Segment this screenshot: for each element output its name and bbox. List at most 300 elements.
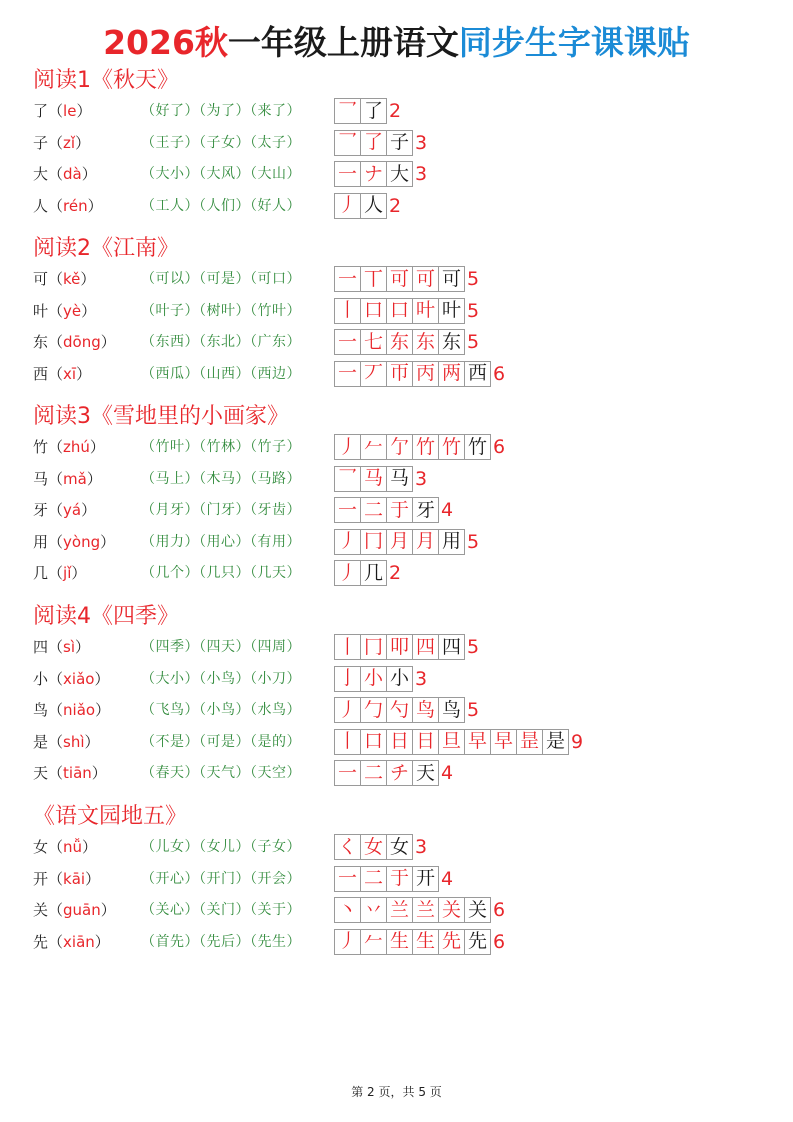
pinyin: yè [63,301,82,320]
stroke-order-grid [334,760,439,786]
example-words: （竹叶）（竹林）（竹子） [141,439,301,455]
close-paren: ） [85,869,101,888]
open-paren: （ [48,564,64,582]
stroke-cell: 丿 [335,434,361,460]
character-row [0,130,793,156]
character: 可 [33,270,49,288]
character: 几 [33,564,49,582]
section-title: 阅读1《秋天》 [33,68,179,93]
close-paren: ） [81,165,97,183]
stroke-count: 4 [441,762,454,784]
stroke-order-grid [334,560,387,586]
stroke-cell: 月 [387,529,413,555]
stroke-cell: 关 [439,897,465,923]
character-with-pinyin [33,837,97,857]
stroke-cell: 早 [491,729,517,755]
character-with-pinyin [33,669,109,689]
stroke-cell: 勺 [387,697,413,723]
stroke-order-grid [334,329,465,355]
stroke-cell: 二 [361,866,387,892]
section-title: 阅读4《四季》 [33,604,179,629]
stroke-cell: 亅 [335,666,361,692]
stroke-cell: 马 [361,466,387,492]
stroke-cell: 天 [413,760,439,786]
stroke-cell: 竹 [413,434,439,460]
example-words: （王子）（子女）（太子） [141,134,301,151]
pinyin: zhú [63,438,90,456]
stroke-cell: 昰 [517,729,543,755]
stroke-cell: 生 [413,929,439,955]
character-row [0,193,793,219]
stroke-count: 3 [415,667,428,690]
stroke-cell: 二 [361,497,387,523]
example-words: （叶子）（树叶）（竹叶） [141,302,301,319]
stroke-cell: 乛 [335,466,361,492]
stroke-cell: 七 [361,329,387,355]
close-paren: ） [94,932,110,951]
pinyin: xiān [63,932,95,951]
character-row [0,434,793,460]
stroke-cell: 丿 [335,529,361,555]
pinyin: xī [63,364,77,383]
stroke-order-grid [334,529,465,555]
stroke-cell: 叩 [387,634,413,660]
stroke-cell: 小 [387,666,413,692]
character-row [0,298,793,324]
example-words: （儿女）（女儿）（子女） [141,839,301,855]
stroke-cell: 冂 [361,529,387,555]
stroke-cell: 几 [361,560,387,586]
example-words: （不是）（可是）（是的） [141,733,301,750]
character: 四 [33,638,49,656]
stroke-count: 3 [415,467,428,490]
example-words: （春天）（天气）（天空） [141,765,301,781]
example-words: （可以）（可是）（可口） [141,271,301,287]
character: 天 [33,764,49,782]
character-row [0,266,793,292]
stroke-cell: 一 [335,161,361,187]
open-paren: （ [48,165,64,183]
close-paren: ） [89,438,105,456]
character-with-pinyin [33,133,90,153]
stroke-count: 2 [389,194,402,217]
character-with-pinyin [33,500,96,520]
character-row [0,361,793,387]
stroke-cell: 一 [335,266,361,292]
stroke-cell: 兰 [413,897,439,923]
stroke-cell: 生 [387,929,413,955]
stroke-count: 6 [493,362,506,385]
stroke-cell: 先 [465,929,491,955]
open-paren: （ [48,438,64,456]
character-with-pinyin [33,164,97,184]
character: 鸟 [33,701,49,719]
stroke-cell: 马 [387,466,413,492]
stroke-cell: 可 [413,266,439,292]
open-paren: （ [48,469,64,488]
character-with-pinyin [33,900,116,920]
character-with-pinyin [33,437,105,457]
stroke-cell: 兰 [387,897,413,923]
character-with-pinyin [33,332,116,352]
character-row [0,666,793,692]
close-paren: ） [80,270,96,288]
stroke-cell: チ [387,760,413,786]
example-words: （开心）（开门）（开会） [141,870,301,887]
stroke-order-grid [334,298,465,324]
character: 子 [33,133,49,152]
stroke-cell: 开 [413,866,439,892]
stroke-cell: 丨 [335,634,361,660]
open-paren: （ [48,764,64,782]
close-paren: ） [75,638,91,656]
stroke-cell: 一 [335,361,361,387]
stroke-cell: 勹 [361,697,387,723]
close-paren: ） [76,364,92,383]
stroke-cell: 叶 [439,298,465,324]
open-paren: （ [48,196,64,215]
stroke-order-grid [334,666,413,692]
stroke-cell: 西 [465,361,491,387]
close-paren: ） [91,764,107,782]
character-row [0,634,793,660]
open-paren: （ [48,901,64,919]
stroke-cell: 于 [387,497,413,523]
example-words: （大小）（小鸟）（小刀） [141,670,301,687]
open-paren: （ [48,869,64,888]
character-with-pinyin [33,763,107,783]
close-paren: ） [94,669,110,688]
stroke-count: 4 [441,867,454,890]
stroke-cell: 于 [387,866,413,892]
character-row [0,329,793,355]
character-row [0,929,793,955]
stroke-cell: 丷 [361,897,387,923]
pinyin: le [63,102,77,120]
stroke-cell: 丆 [361,361,387,387]
stroke-cell: 大 [387,161,413,187]
character: 用 [33,532,49,551]
stroke-order-grid [334,130,413,156]
stroke-cell: 帀 [387,361,413,387]
character: 东 [33,333,49,351]
stroke-cell: 一 [335,497,361,523]
character: 关 [33,901,49,919]
character-row [0,729,793,755]
character: 小 [33,669,49,688]
stroke-order-grid [334,634,465,660]
stroke-cell: 竹 [439,434,465,460]
character: 女 [33,838,49,856]
stroke-cell: 丿 [335,697,361,723]
close-paren: ） [76,102,92,120]
stroke-order-grid [334,98,387,124]
character-row [0,760,793,786]
open-paren: （ [48,638,64,656]
character: 牙 [33,501,49,519]
stroke-cell: く [335,834,361,860]
close-paren: ） [84,732,100,751]
stroke-cell: 先 [439,929,465,955]
page-title [0,20,793,66]
stroke-cell: 𠂉 [361,929,387,955]
pinyin: dōng [63,333,101,351]
stroke-order-grid [334,697,465,723]
stroke-cell: ナ [361,161,387,187]
stroke-cell: 𠂉 [361,434,387,460]
open-paren: （ [48,270,64,288]
stroke-count: 6 [493,930,506,953]
stroke-count: 5 [467,331,480,353]
character-with-pinyin [33,732,100,752]
close-paren: ） [100,333,116,351]
pinyin: tiān [63,764,92,782]
stroke-count: 6 [493,436,506,458]
example-words: （大小）（大风）（大山） [141,166,301,182]
example-words: （飞鸟）（小鸟）（水鸟） [141,702,301,718]
stroke-cell: 牙 [413,497,439,523]
character-with-pinyin [33,196,103,216]
example-words: （首先）（先后）（先生） [141,933,301,950]
pinyin: zǐ [63,133,76,152]
close-paren: ） [71,564,87,582]
character-row [0,98,793,124]
stroke-cell: 鸟 [413,697,439,723]
close-paren: ） [82,838,98,856]
pinyin: guān [63,901,101,919]
close-paren: ） [81,501,97,519]
example-words: （几个）（几只）（几天） [141,565,301,581]
example-words: （西瓜）（山西）（西边） [141,365,301,382]
stroke-order-grid [334,466,413,492]
stroke-cell: 用 [439,529,465,555]
close-paren: ） [75,133,91,152]
stroke-cell: 丿 [335,193,361,219]
open-paren: （ [48,838,64,856]
pinyin: rén [63,196,88,215]
character: 叶 [33,301,49,320]
stroke-count: 6 [493,899,506,921]
stroke-cell: 丙 [413,361,439,387]
stroke-cell: 乛 [335,98,361,124]
stroke-order-grid [334,866,439,892]
example-words: （好了）（为了）（来了） [141,103,301,119]
pinyin: xiǎo [63,669,95,688]
stroke-cell: 口 [361,729,387,755]
example-words: （关心）（关门）（关于） [141,902,301,918]
open-paren: （ [48,932,64,951]
open-paren: （ [48,333,64,351]
stroke-count: 4 [441,499,454,521]
stroke-cell: 丨 [335,729,361,755]
stroke-cell: 一 [335,866,361,892]
stroke-cell: 丨 [335,298,361,324]
character: 西 [33,364,49,383]
stroke-cell: 旦 [439,729,465,755]
example-words: （马上）（木马）（马路） [141,470,301,487]
stroke-order-grid [334,361,491,387]
character: 人 [33,196,49,215]
stroke-cell: 冂 [361,634,387,660]
stroke-cell: 子 [387,130,413,156]
stroke-order-grid [334,161,413,187]
example-words: （四季）（四天）（四周） [141,639,301,655]
stroke-cell: 四 [413,634,439,660]
section-title: 阅读3《雪地里的小画家》 [33,404,289,429]
stroke-order-grid [334,266,465,292]
stroke-count: 3 [415,131,428,154]
pinyin: mǎ [63,469,87,488]
stroke-cell: 可 [439,266,465,292]
stroke-cell: 东 [413,329,439,355]
open-paren: （ [48,732,64,751]
close-paren: ） [100,532,116,551]
close-paren: ） [95,701,111,719]
title-year: 2026秋 [103,23,228,62]
character-row [0,529,793,555]
close-paren: ） [87,196,103,215]
pinyin: jǐ [63,564,72,582]
section-title: 阅读2《江南》 [33,236,179,261]
character-row [0,161,793,187]
stroke-cell: 丿 [335,560,361,586]
stroke-order-grid [334,434,491,460]
character-row [0,897,793,923]
character-with-pinyin [33,932,110,952]
open-paren: （ [48,532,64,551]
pinyin: shì [63,732,85,751]
character: 马 [33,469,49,488]
character-row [0,834,793,860]
open-paren: （ [48,301,64,320]
stroke-count: 2 [389,100,402,122]
stroke-cell: 亇 [387,434,413,460]
character-with-pinyin [33,101,91,121]
stroke-cell: 丶 [335,897,361,923]
stroke-count: 2 [389,562,402,584]
character: 先 [33,932,49,951]
open-paren: （ [48,701,64,719]
stroke-cell: 人 [361,193,387,219]
character-row [0,466,793,492]
stroke-cell: 丿 [335,929,361,955]
section-title: 《语文园地五》 [33,804,188,829]
stroke-count: 5 [467,268,480,290]
character-with-pinyin [33,563,86,583]
stroke-cell: 竹 [465,434,491,460]
example-words: （工人）（人们）（好人） [141,197,301,214]
pinyin: dà [63,165,82,183]
stroke-cell: 一 [335,329,361,355]
character-row [0,697,793,723]
character-row [0,560,793,586]
open-paren: （ [48,364,64,383]
character-row [0,497,793,523]
stroke-count: 9 [571,730,584,753]
character: 开 [33,869,49,888]
stroke-cell: 关 [465,897,491,923]
pinyin: sì [63,638,76,656]
example-words: （月牙）（门牙）（牙齿） [141,502,301,518]
stroke-count: 5 [467,699,480,721]
character: 了 [33,102,49,120]
stroke-cell: 女 [361,834,387,860]
pinyin: kě [63,270,81,288]
open-paren: （ [48,501,64,519]
stroke-cell: 四 [439,634,465,660]
pinyin: niǎo [63,701,96,719]
close-paren: ） [100,901,116,919]
stroke-order-grid [334,897,491,923]
character-with-pinyin [33,637,90,657]
stroke-order-grid [334,834,413,860]
open-paren: （ [48,133,64,152]
character-with-pinyin [33,301,96,321]
character-with-pinyin [33,532,115,552]
title-grade: 一年级上册语文 [227,23,459,62]
stroke-cell: 月 [413,529,439,555]
stroke-count: 5 [467,530,480,553]
title-subject: 同步生字课课贴 [458,23,690,62]
character: 是 [33,732,49,751]
stroke-cell: 二 [361,760,387,786]
stroke-cell: 口 [387,298,413,324]
stroke-order-grid [334,729,569,755]
open-paren: （ [48,102,64,120]
stroke-cell: 东 [387,329,413,355]
character-row [0,866,793,892]
character-with-pinyin [33,869,100,889]
pinyin: yá [63,501,82,519]
stroke-count: 5 [467,636,480,658]
stroke-cell: 早 [465,729,491,755]
character-with-pinyin [33,364,91,384]
pinyin: yòng [63,532,101,551]
stroke-cell: 乛 [335,130,361,156]
page-footer: 第 2 页，共 5 页 [351,1085,442,1099]
character: 竹 [33,438,49,456]
stroke-order-grid [334,193,387,219]
stroke-cell: 丅 [361,266,387,292]
stroke-cell: 了 [361,98,387,124]
stroke-cell: 口 [361,298,387,324]
stroke-cell: 一 [335,760,361,786]
close-paren: ） [86,469,102,488]
character: 大 [33,165,49,183]
stroke-cell: 可 [387,266,413,292]
example-words: （东西）（东北）（广东） [141,334,301,350]
stroke-count: 3 [415,836,428,858]
stroke-cell: 是 [543,729,569,755]
character-with-pinyin [33,469,102,489]
pinyin: nǚ [63,838,83,856]
example-words: （用力）（用心）（有用） [141,533,301,550]
character-with-pinyin [33,269,95,289]
stroke-cell: 女 [387,834,413,860]
stroke-count: 3 [415,163,428,185]
stroke-cell: 日 [387,729,413,755]
open-paren: （ [48,669,64,688]
stroke-cell: 东 [439,329,465,355]
stroke-order-grid [334,497,439,523]
pinyin: kāi [63,869,86,888]
close-paren: ） [81,301,97,320]
stroke-cell: 了 [361,130,387,156]
stroke-order-grid [334,929,491,955]
stroke-cell: 叶 [413,298,439,324]
character-with-pinyin [33,700,110,720]
stroke-cell: 小 [361,666,387,692]
